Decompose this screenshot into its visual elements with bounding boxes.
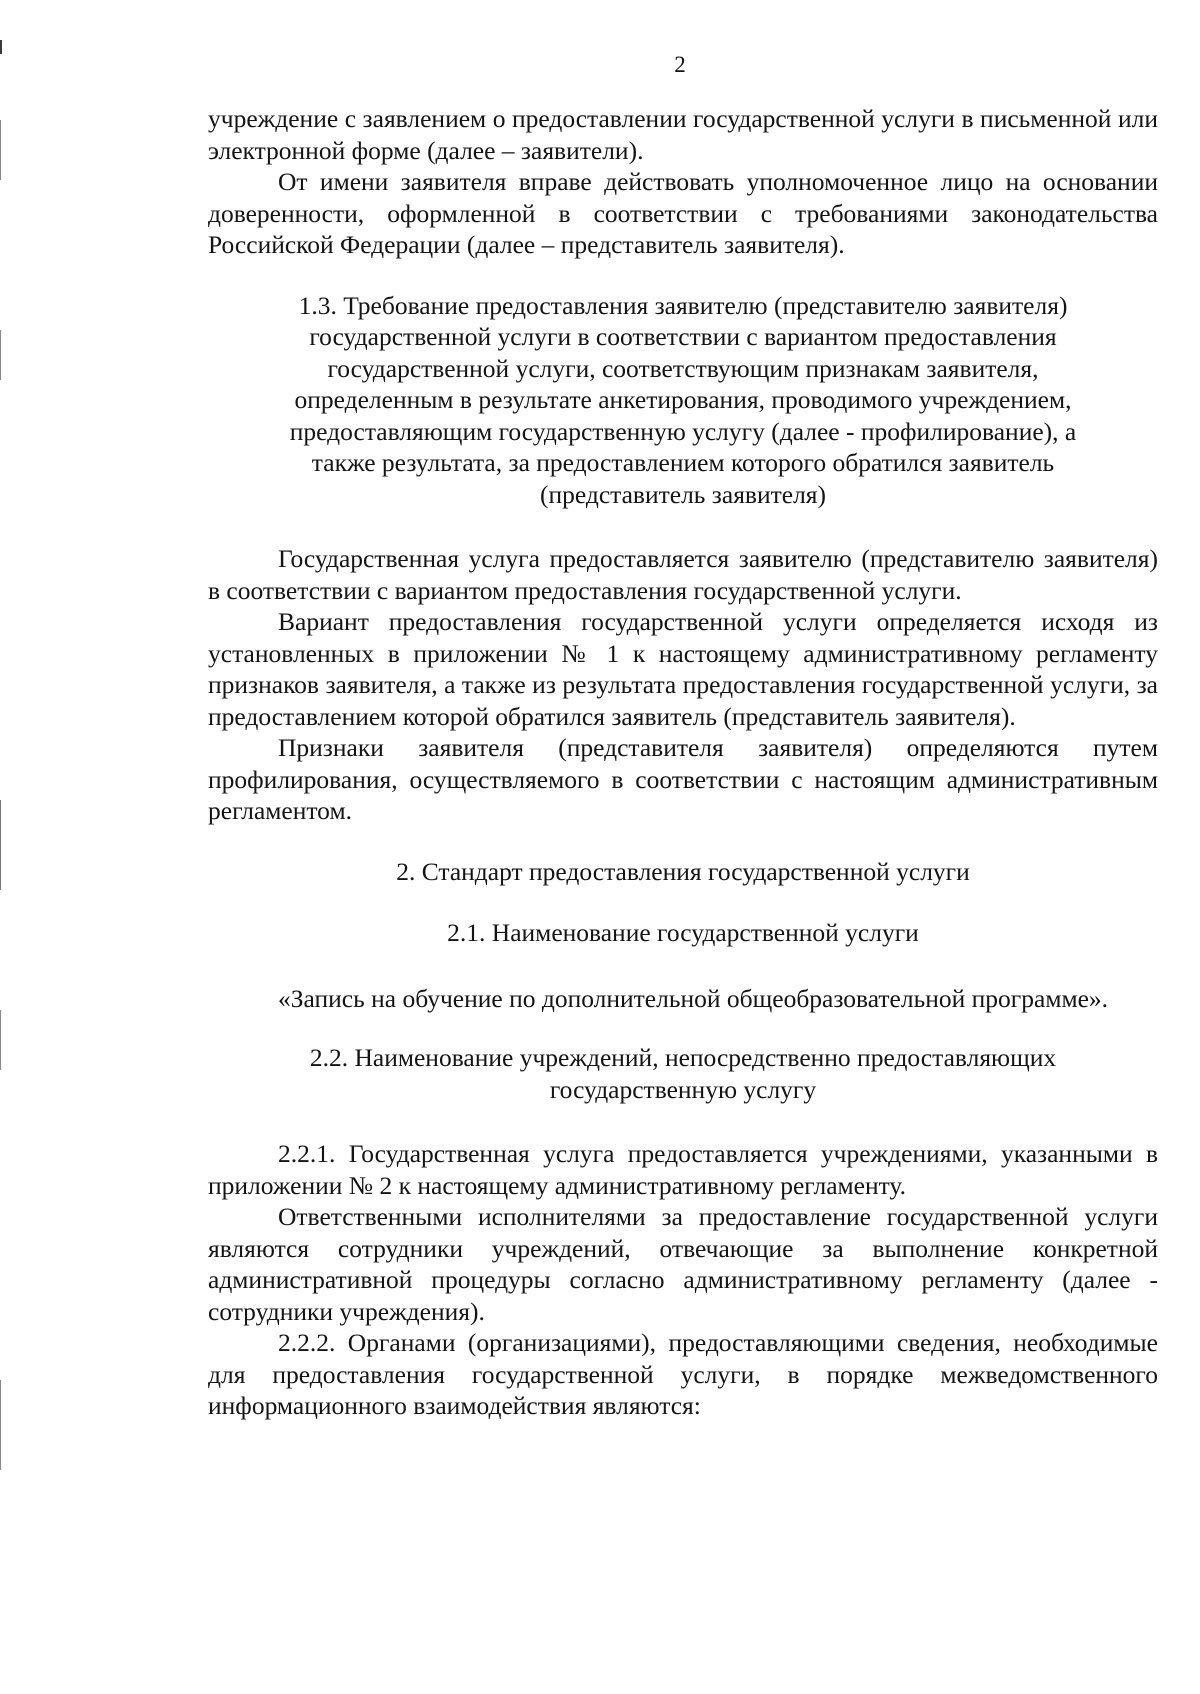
section-heading-2: 2. Стандарт предоставления государственной услуги xyxy=(396,856,970,886)
paragraph: учреждение с заявлением о предоставлении государственной услуги в письменной или электронной форме (далее – заявители). xyxy=(208,104,1158,165)
paragraph: Ответственными исполнителями за предоставление государственной услуги являются сотрудники учреждений, отвечающие за выполнение конкретной административной процедуры согласно административному регламенту (далее - сотрудники учреждения). xyxy=(208,1202,1158,1326)
paragraph: 2.2.2. Органами (организациями), предоставляющими сведения, необходимые для предоставления государственной услуги, в порядке межведомственного информационного взаимодействия являются: xyxy=(208,1328,1158,1420)
scan-edge-mark xyxy=(0,800,1,890)
page-number: 2 xyxy=(674,52,686,77)
scan-edge-mark xyxy=(0,330,1,380)
section-heading-1-3: 1.3. Требование предоставления заявителю (представителю заявителя) государственной услуги в соответствии с вариантом предоставления государственной услуги, соответствующим признакам заявителя, определенным в результате анкетирования, проводимого учреждением, предоставляющим государственную услугу (далее - профилирование), а также результата, за предоставлением которого обратился заявитель (представитель заявителя) xyxy=(289,290,1077,509)
paragraph: 2.2.1. Государственная услуга предоставляется учреждениями, указанными в приложении № 2 к настоящему административному регламенту. xyxy=(208,1139,1158,1200)
paragraph: Государственная услуга предоставляется заявителю (представителю заявителя) в соответствии с вариантом предоставления государственной услуги. xyxy=(208,544,1158,605)
section-heading-2-2: 2.2. Наименование учреждений, непосредственно предоставляющих государственную услугу xyxy=(309,1043,1057,1104)
scan-edge-mark xyxy=(0,1010,1,1070)
scan-edge-mark xyxy=(0,120,1,180)
section-heading-2-1: 2.1. Наименование государственной услуги xyxy=(447,918,919,947)
paragraph: Вариант предоставления государственной услуги определяется исходя из установленных в приложении № 1 к настоящему административному регламенту признаков заявителя, а также из результата предоставления государственной услуги, за предоставлением которой обратился заявитель (представитель заявителя). xyxy=(208,607,1158,731)
paragraph: От имени заявителя вправе действовать уполномоченное лицо на основании доверенности, оформленной в соответствии с требованиями законодательства Российской Федерации (далее – представитель заявителя). xyxy=(208,167,1158,259)
scan-edge-mark xyxy=(0,1380,1,1470)
document-body xyxy=(208,103,1158,1422)
paragraph: «Запись на обучение по дополнительной общеобразовательной программе». xyxy=(278,983,1109,1013)
paragraph: Признаки заявителя (представителя заявителя) определяются путем профилирования, осуществляемого в соответствии с настоящим административным регламентом. xyxy=(208,733,1158,825)
